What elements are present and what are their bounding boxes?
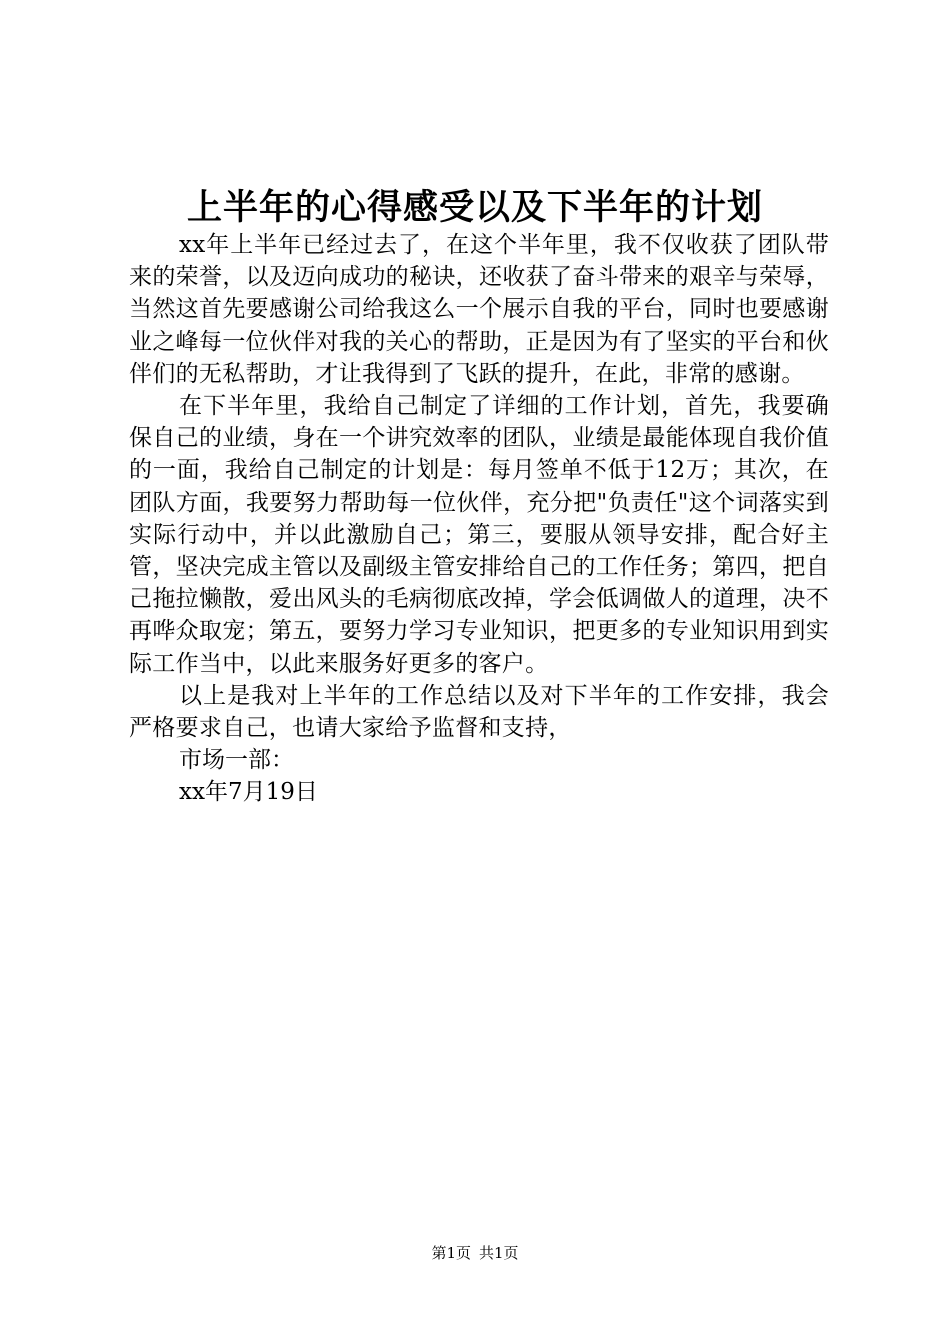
signature-date: xx年7月19日	[179, 779, 318, 806]
paragraph-closing: 以上是我对上半年的工作总结以及对下半年的工作安排，我会严格要求自己，也请大家给予监督和支持，	[129, 682, 829, 742]
signature-department: 市场一部：	[179, 747, 294, 774]
page-number: 第1页	[431, 1244, 471, 1262]
page-total: 共1页	[479, 1244, 519, 1262]
paragraph-second-half-plan: 在下半年里，我给自己制定了详细的工作计划，首先，我要确保自己的业绩，身在一个讲究效率的团队，业绩是最能体现自我价值的一面，我给自己制定的计划是：每月签单不低于12万；其次，在团队方面，我要努力帮助每一位伙伴，充分把"负责任"这个词落实到实际行动中，并以此激励自己；第三，要服从领导安排，配合好主管，坚决完成主管以及副级主管安排给自己的工作任务；第四，把自己拖拉懒散，爱出风头的毛病彻底改掉，学会低调做人的道理，决不再哗众取宠；第五，要努力学习专业知识，把更多的专业知识用到实际工作当中，以此来服务好更多的客户。	[129, 393, 829, 677]
page-footer	[0, 1243, 950, 1263]
document-title: 上半年的心得感受以及下半年的计划	[186, 187, 763, 228]
document-body	[129, 229, 829, 809]
paragraph-first-half-review: xx年上半年已经过去了，在这个半年里，我不仅收获了团队带来的荣誉，以及迈向成功的秘诀，还收获了奋斗带来的艰辛与荣辱，当然这首先要感谢公司给我这么一个展示自我的平台，同时也要感谢业之峰每一位伙伴对我的关心的帮助，正是因为有了坚实的平台和伙伴们的无私帮助，才让我得到了飞跃的提升，在此，非常的感谢。	[129, 232, 829, 387]
